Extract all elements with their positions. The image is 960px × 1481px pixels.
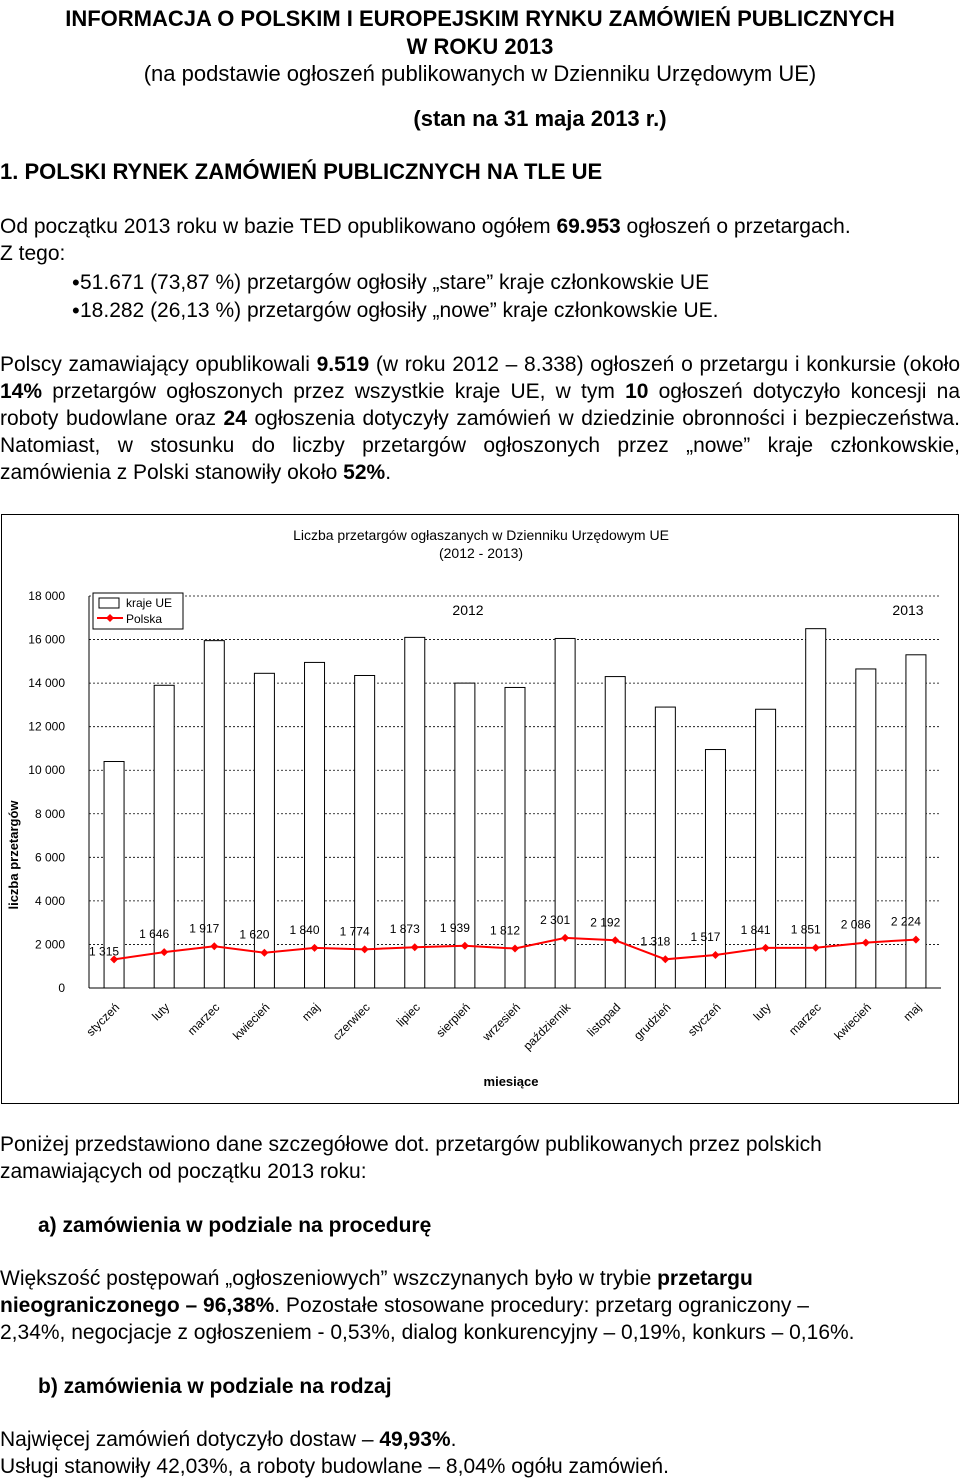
chart-legend [93,593,183,629]
x-tick-label: marzec [184,1000,223,1038]
y-tick-label: 8 000 [34,806,65,821]
y-tick-label: 16 000 [28,632,65,647]
chart-subtitle: (2012 - 2013) [438,545,524,561]
polska-data-label: 2 224 [890,914,921,929]
bar-kraje-ue [154,685,174,988]
polska-data-label: 2 086 [840,917,871,932]
bullet-old-members: • 51.671 (73,87 %) przetargów ogłosiły „stare” kraje członkowskie UE [80,269,709,296]
x-tick-label: kwiecień [831,1000,874,1043]
y-tick-label: 2 000 [34,937,65,952]
polska-data-label: 1 873 [389,922,420,937]
polish-summary-paragraph: Polscy zamawiający opublikowali 9.519 (w roku 2012 – 8.338) ogłoszeń o przetargu i konkursie (około 14% przetargów ogłoszonych przez wszystkie kraje UE, w tym 10 ogłoszeń dotyczyło koncesji na roboty budowlane oraz 24 ogłoszenia dotyczyły zamówień w dziedzinie obronności i bezpieczeństwa. Natomiast, w stosunku do liczby przetargów ogłoszonych przez „nowe” kraje członkowskie, zamówienia z Polski stanowiły około 52%. [0,353,960,484]
bullet-new-members: • 18.282 (26,13 %) przetargów ogłosiły „nowe” kraje członkowskie UE. [80,297,718,324]
polska-data-label: 1 939 [439,920,470,935]
polska-data-label: 2 192 [590,915,621,930]
x-tick-label: listopad [584,1000,624,1040]
x-tick-label: marzec [786,1000,824,1038]
heading-procedure: a) zamówienia w podziale na procedurę [38,1214,432,1237]
y-tick-label: 18 000 [28,589,65,603]
y-tick-label: 10 000 [28,763,65,778]
x-tick-label: grudzień [631,1000,674,1043]
y-tick-label: 12 000 [28,719,65,734]
status-date: (stan na 31 maja 2013 r.) [413,106,667,131]
x-tick-label: październik [520,1000,574,1054]
x-tick-label: kwiecień [230,1000,273,1043]
bar-kraje-ue [355,675,375,988]
x-tick-label: lipiec [393,1000,423,1030]
x-tick-label: luty [149,1000,173,1024]
procedure-paragraph: Większość postępowań „ogłoszeniowych” wszczynanych było w trybie przetargu nieograniczonego – 96,38%. Pozostałe stosowane procedury: przetarg ograniczony – 2,34%, negocjacje z ogłoszeniem - 0,53%, dialog konkurencyjny – 0,19%, konkurs – 0,16%. [0,1267,855,1344]
polska-data-label: 1 840 [289,922,320,937]
x-axis-label: miesiące [483,1074,539,1089]
legend-label-kraje-ue: kraje UE [126,596,173,610]
polska-data-label: 1 646 [139,927,170,942]
bar-kraje-ue [204,641,224,988]
x-tick-label: luty [750,1000,774,1024]
heading-type: b) zamówienia w podziale na rodzaj [38,1375,392,1398]
bar-kraje-ue [505,687,525,988]
legend-label-polska: Polska [126,612,163,626]
polska-data-label: 1 315 [89,944,120,959]
x-tick-label: czerwiec [329,1000,373,1044]
x-tick-label: maj [299,1000,323,1024]
year-label-2013: 2013 [892,602,924,618]
monthly-tenders-chart [2,515,960,1105]
doc-title-line1: INFORMACJA O POLSKIM I EUROPEJSKIM RYNKU ZAMÓWIEŃ PUBLICZNYCH [65,6,895,31]
polska-data-label: 1 620 [239,927,270,942]
y-axis-label: liczba przetargów [6,800,21,910]
polska-data-label: 1 812 [489,923,521,938]
polska-data-label: 1 774 [339,924,370,939]
legend-swatch-kraje-ue [99,598,119,608]
type-paragraph: Najwięcej zamówień dotyczyło dostaw – 49,93%. Usługi stanowiły 42,03%, a roboty budowlane – 8,04% ogółu zamówień. [0,1428,669,1478]
chart-frame [1,514,959,1104]
year-label-2012: 2012 [452,602,484,618]
x-tick-label: styczeń [684,1000,724,1039]
x-tick-label: styczeń [83,1000,123,1039]
x-tick-label: sierpień [433,1000,474,1040]
x-tick-label: wrzesień [479,1000,524,1044]
y-tick-label: 14 000 [28,676,65,691]
doc-subtitle: (na podstawie ogłoszeń publikowanych w Dzienniku Urzędowym UE) [143,61,817,86]
doc-title-line2: W ROKU 2013 [406,34,554,59]
x-tick-label: maj [900,1000,925,1024]
polska-data-label: 2 301 [540,912,571,927]
polska-data-label: 1 917 [189,921,220,936]
polska-data-label: 1 517 [690,929,721,944]
chart-title: Liczba przetargów ogłaszanych w Dzienniku Urzędowym UE [293,527,669,543]
details-intro-paragraph: Poniżej przedstawiono dane szczegółowe dot. przetargów publikowanych przez polskich zamawiających od początku 2013 roku: [0,1133,822,1183]
polska-data-label: 1 841 [740,922,771,937]
section1-heading: 1. POLSKI RYNEK ZAMÓWIEŃ PUBLICZNYCH NA TLE UE [0,159,603,184]
polska-data-label: 1 851 [790,922,821,937]
polska-data-label: 1 318 [640,934,671,949]
y-tick-label: 4 000 [34,893,65,908]
y-tick-label: 6 000 [34,850,65,865]
intro-paragraph: Od początku 2013 roku w bazie TED opublikowano ogółem 69.953 ogłoszeń o przetargach. Z tego: [0,215,851,265]
bar-kraje-ue [305,662,325,988]
y-tick-label: 0 [58,981,65,995]
